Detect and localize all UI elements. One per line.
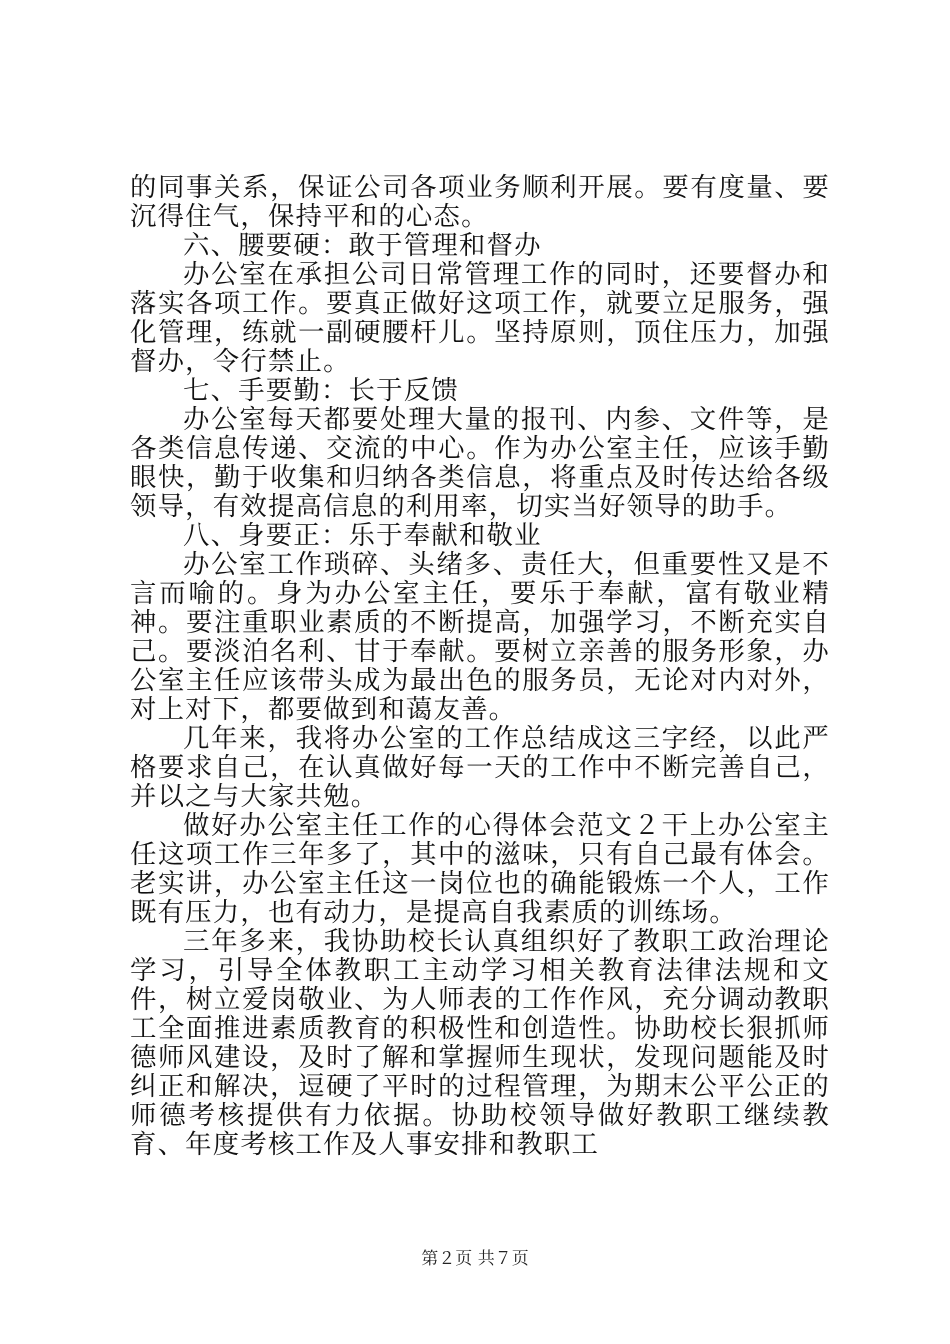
paragraph: 的同事关系，保证公司各项业务顺利开展。要有度量、要沉得住气，保持平和的心态。 — [130, 172, 830, 232]
paragraph: 办公室每天都要处理大量的报刊、内参、文件等，是各类信息传递、交流的中心。作为办公室主任，应该手勤眼快，勤于收集和归纳各类信息，将重点及时传达给各级领导，有效提高信息的利用率，切实当好领导的助手。 — [130, 404, 830, 522]
section-heading: 七、手要勤：长于反馈 — [183, 375, 459, 406]
document-body — [130, 173, 830, 1159]
paragraph: 办公室在承担公司日常管理工作的同时，还要督办和落实各项工作。要真正做好这项工作，就要立足服务，强化管理，练就一副硬腰杆儿。坚持原则，顶住压力，加强督办，令行禁止。 — [130, 259, 830, 377]
section-heading: 八、身要正：乐于奉献和敬业 — [183, 520, 542, 551]
section-heading: 六、腰要硬：敢于管理和督办 — [183, 230, 542, 261]
paragraph: 办公室工作琐碎、头绪多、责任大，但重要性又是不言而喻的。身为办公室主任，要乐于奉献，富有敬业精神。要注重职业素质的不断提高，加强学习，不断充实自己。要淡泊名利、甘于奉献。要树立亲善的服务形象，办公室主任应该带头成为最出色的服务员，无论对内对外，对上对下，都要做到和蔼友善。 — [130, 549, 830, 725]
page-number-footer: 第２页 共７页 — [421, 1249, 529, 1269]
paragraph: 做好办公室主任工作的心得体会范文２干上办公室主任这项工作三年多了，其中的滋味，只有自己最有体会。老实讲，办公室主任这一岗位也的确能锻炼一个人，工作既有压力，也有动力，是提高自我素质的训练场。 — [130, 810, 830, 928]
paragraph: 几年来，我将办公室的工作总结成这三字经，以此严格要求自己，在认真做好每一天的工作中不断完善自己，并以之与大家共勉。 — [130, 723, 830, 812]
paragraph: 三年多来，我协助校长认真组织好了教职工政治理论学习，引导全体教职工主动学习相关教育法律法规和文件，树立爱岗敬业、为人师表的工作作风，充分调动教职工全面推进素质教育的积极性和创造性。协助校长狠抓师德师风建设，及时了解和掌握师生现状，发现问题能及时纠正和解决，逗硬了平时的过程管理，为期末公平公正的师德考核提供有力依据。协助校领导做好教职工继续教育、年度考核工作及人事安排和教职工 — [130, 926, 830, 1160]
